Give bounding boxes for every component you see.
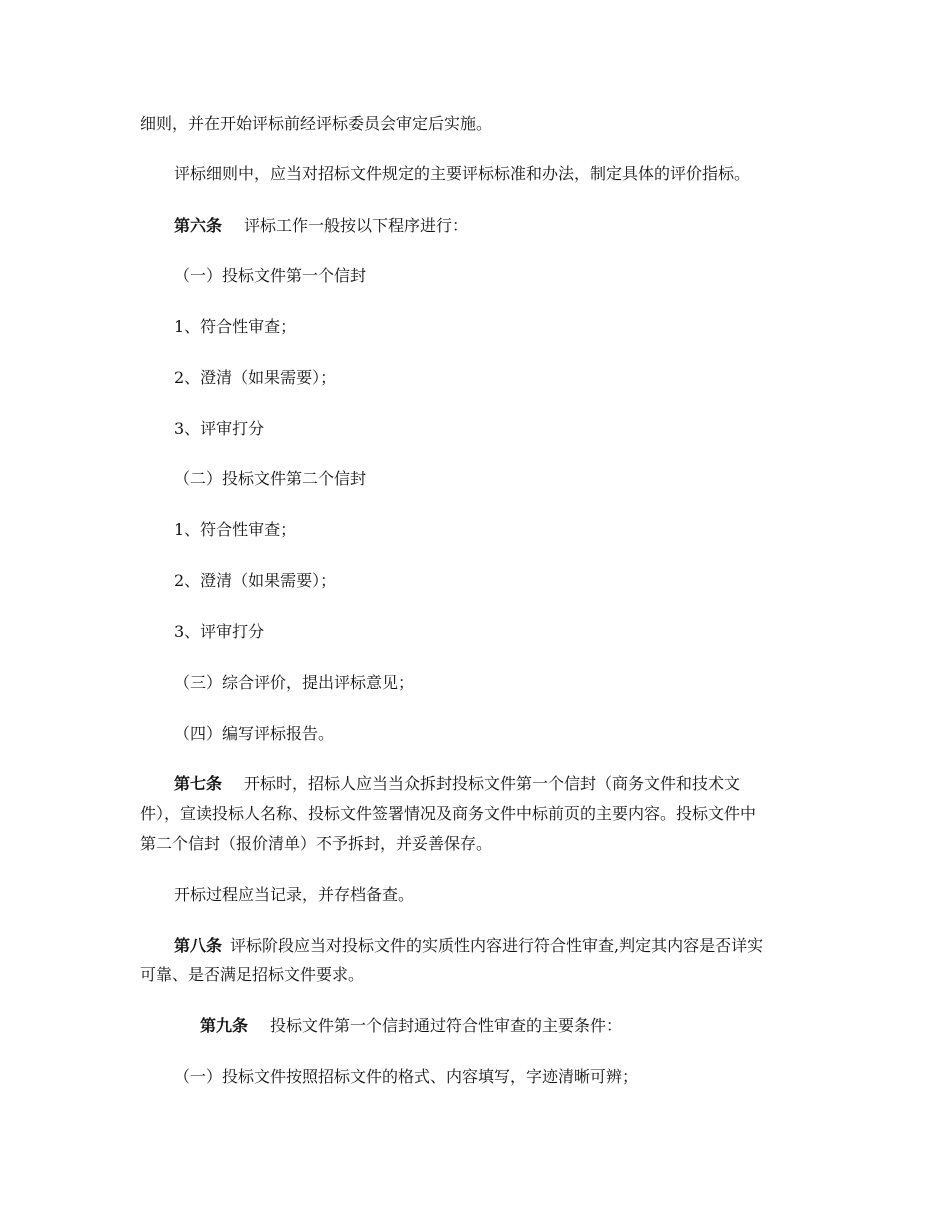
article-8-title: 第八条: [174, 936, 223, 955]
condition-1: （一）投标文件按照招标文件的格式、内容填写，字迹清晰可辨；: [174, 1067, 639, 1086]
list-item: 1、符合性审查；: [174, 317, 297, 336]
article-7-line-2: 件），宣读投标人名称、投标文件签署情况及商务文件中标前页的主要内容。投标文件中: [140, 804, 757, 823]
article-7-line-1: [174, 773, 740, 795]
article-6-text: 评标工作一般按以下程序进行：: [244, 216, 469, 235]
article-8-line-1: [174, 935, 763, 957]
paragraph-evaluation-rules: 评标细则中，应当对招标文件规定的主要评标标准和办法，制定具体的评价指标。: [174, 164, 751, 183]
article-8-line-2: 可靠、是否满足招标文件要求。: [140, 965, 365, 984]
article-6: [174, 215, 468, 237]
section-1-heading: （一）投标文件第一个信封: [174, 266, 367, 285]
section-3-heading: （三）综合评价，提出评标意见；: [174, 673, 415, 692]
section-4-heading: （四）编写评标报告。: [174, 724, 335, 743]
list-item: 2、澄清（如果需要）；: [174, 571, 337, 590]
article-9-title: 第九条: [200, 1016, 249, 1035]
paragraph-opening-record: 开标过程应当记录，并存档备查。: [174, 885, 415, 904]
article-7-text: 开标时，招标人应当当众拆封投标文件第一个信封（商务文件和技术文: [244, 774, 741, 793]
article-9-text: 投标文件第一个信封通过符合性审查的主要条件：: [270, 1016, 623, 1035]
paragraph-continuation: 细则，并在开始评标前经评标委员会审定后实施。: [140, 114, 493, 133]
list-item: 3、评审打分: [174, 419, 265, 438]
article-6-title: 第六条: [174, 216, 223, 235]
article-8-text: 评标阶段应当对投标文件的实质性内容进行符合性审查,判定其内容是否详实: [230, 936, 764, 955]
list-item: 3、评审打分: [174, 622, 265, 641]
list-item: 1、符合性审查；: [174, 520, 297, 539]
article-9: [200, 1015, 622, 1037]
article-7-line-3: 第二个信封（报价清单）不予拆封，并妥善保存。: [140, 834, 493, 853]
list-item: 2、澄清（如果需要）；: [174, 368, 337, 387]
section-2-heading: （二）投标文件第二个信封: [174, 469, 367, 488]
article-7-title: 第七条: [174, 774, 223, 793]
